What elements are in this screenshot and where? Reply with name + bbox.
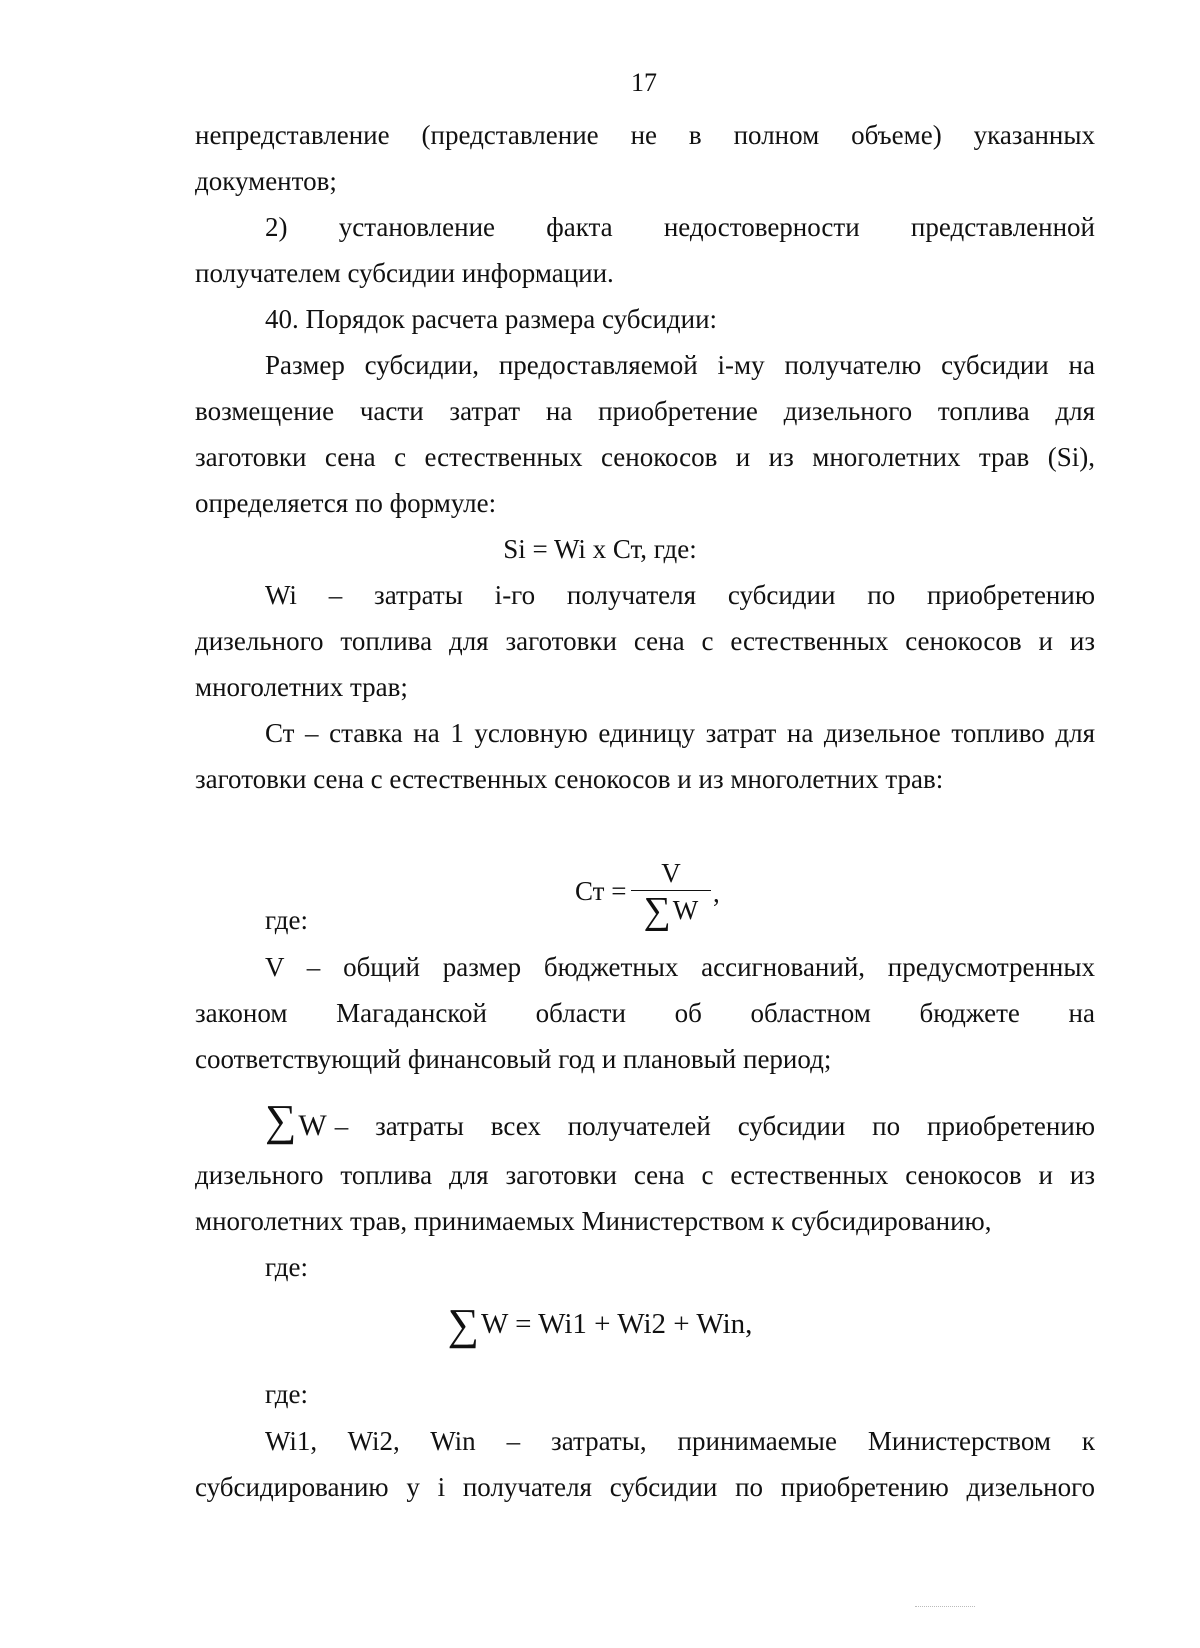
formula-ct-lhs: Ст = — [575, 876, 627, 906]
fraction-bar — [631, 890, 711, 891]
paragraph-4-line-1: Размер субсидии, предоставляемой i-му получателю субсидии на — [265, 350, 1095, 380]
fraction-denominator-w: W — [672, 895, 699, 925]
sigma-symbol: ∑ — [265, 1096, 297, 1145]
paragraph-1-line-1: непредставление (представление не в полном объеме) указанных — [195, 120, 1095, 150]
paragraph-2-line-2: получателем субсидии информации. — [195, 258, 614, 288]
paragraph-9-line-1: Wi1, Wi2, Win – затраты, принимаемые Министерством к — [265, 1426, 1095, 1456]
paragraph-6-line-2: заготовки сена с естественных сенокосов и из многолетних трав: — [195, 764, 944, 794]
paragraph-6-line-1: Ст – ставка на 1 условную единицу затрат на дизельное топливо для — [265, 718, 1095, 748]
paragraph-8-line-2: дизельного топлива для заготовки сена с естественных сенокосов и из — [195, 1160, 1095, 1190]
where-label-3: где: — [265, 1379, 308, 1409]
paragraph-2-line-1: 2) установление факта недостоверности представленной — [265, 212, 1095, 242]
section-40-heading: 40. Порядок расчета размера субсидии: — [265, 304, 718, 334]
scan-mark — [915, 1606, 975, 1608]
formula-si: Si = Wi x Ст, где: — [503, 534, 697, 564]
sigma-w: W — [298, 1109, 327, 1142]
paragraph-4-line-3: заготовки сена с естественных сенокосов и из многолетних трав (Si), — [195, 442, 1095, 472]
where-label-1: где: — [265, 905, 308, 935]
formula-sum-w-text: W = Wi1 + Wi2 + Win, — [480, 1308, 753, 1340]
paragraph-4-line-4: определяется по формуле: — [195, 488, 497, 518]
paragraph-7-line-1: V – общий размер бюджетных ассигнований, предусмотренных — [265, 952, 1095, 982]
formula-sum-w — [0, 1300, 1200, 1349]
paragraph-7-line-2: законом Магаданской области об областном бюджете на — [195, 998, 1095, 1028]
paragraph-5-line-3: многолетних трав; — [195, 672, 408, 702]
sigma-symbol: ∑ — [643, 890, 671, 932]
formula-ct-comma: , — [713, 878, 720, 908]
page-number: 17 — [631, 68, 657, 97]
paragraph-5-line-2: дизельного топлива для заготовки сена с естественных сенокосов и из — [195, 626, 1095, 656]
paragraph-4-line-2: возмещение части затрат на приобретение дизельного топлива для — [195, 396, 1095, 426]
sigma-symbol: ∑ — [447, 1300, 479, 1349]
paragraph-5-line-1: Wi – затраты i-го получателя субсидии по приобретению — [265, 580, 1095, 610]
paragraph-8-line-1 — [265, 1096, 1095, 1145]
paragraph-1-line-2: документов; — [195, 166, 337, 196]
where-label-2: где: — [265, 1252, 308, 1282]
fraction-numerator: V — [661, 858, 681, 888]
paragraph-9-line-2: субсидированию у i получателя субсидии по приобретению дизельного — [195, 1472, 1095, 1502]
paragraph-8-line-3: многолетних трав, принимаемых Министерством к субсидированию, — [195, 1206, 992, 1236]
paragraph-8-line-1-text: – затраты всех получателей субсидии по приобретению — [334, 1111, 1095, 1141]
paragraph-7-line-3: соответствующий финансовый год и плановый период; — [195, 1044, 832, 1074]
